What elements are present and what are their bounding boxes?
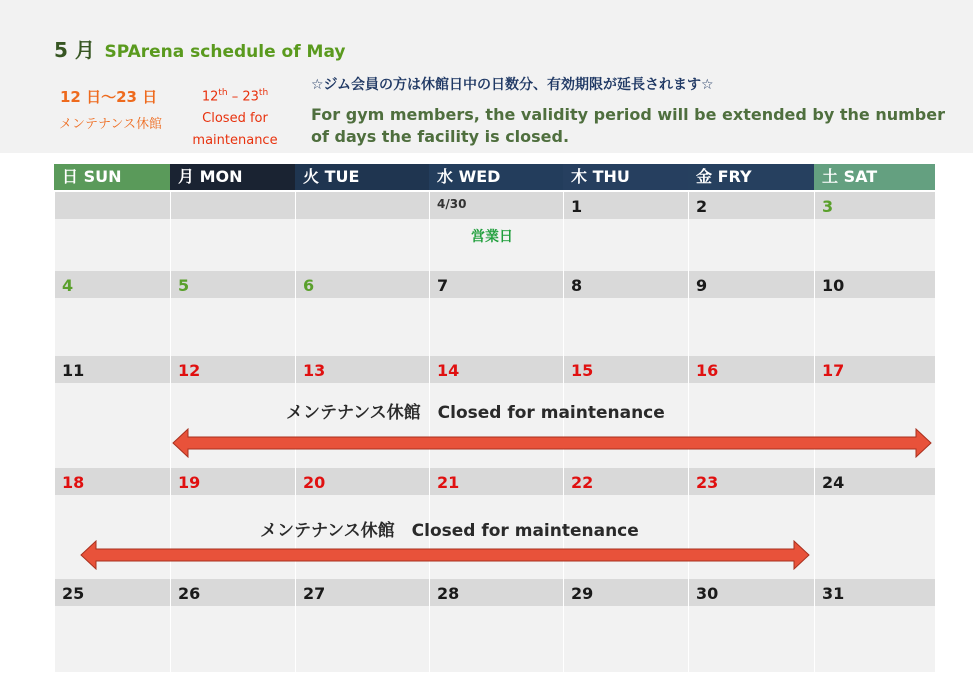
day-cell (814, 468, 935, 579)
day-number-bar (564, 579, 688, 606)
day-number-bar (430, 356, 563, 383)
day-number-bar (171, 468, 295, 495)
day-body (689, 606, 814, 672)
day-number-bar (689, 356, 814, 383)
weekday-header: 月 MON (170, 164, 295, 190)
closed-dates-en (185, 82, 285, 108)
day-number-bar (55, 192, 170, 219)
day-number-bar (564, 192, 688, 219)
day-number-bar (430, 468, 563, 495)
day-body (171, 219, 295, 271)
day-cell (814, 271, 935, 356)
day-number-bar (815, 271, 935, 298)
day-number-bar (815, 356, 935, 383)
day-body (55, 383, 170, 468)
day-cell (295, 192, 429, 271)
day-number: 18 (62, 473, 85, 492)
day-body (689, 298, 814, 356)
day-cell (170, 271, 295, 356)
day-cell (54, 579, 170, 672)
day-number: 4 (62, 276, 74, 295)
weekday-header: 日 SUN (54, 164, 170, 190)
day-number-bar (55, 579, 170, 606)
day-number: 23 (696, 473, 719, 492)
day-number: 27 (303, 584, 326, 603)
day-number: 26 (178, 584, 201, 603)
closed-label-jp: メンテナンス休館 (59, 117, 162, 132)
closed-start-suffix: th (218, 88, 228, 98)
day-body (430, 298, 563, 356)
day-number: 29 (571, 584, 594, 603)
day-body (296, 219, 429, 271)
double-arrow-icon (80, 540, 810, 570)
weekday-header: 土 SAT (814, 164, 935, 190)
page-title (54, 34, 346, 63)
day-number: 12 (178, 361, 201, 380)
day-body (171, 298, 295, 356)
day-number: 31 (822, 584, 845, 603)
day-number: 19 (178, 473, 201, 492)
day-number-bar (689, 271, 814, 298)
day-number-bar (564, 271, 688, 298)
day-cell (54, 192, 170, 271)
day-body (430, 606, 563, 672)
day-body (815, 606, 935, 672)
day-number-bar (430, 579, 563, 606)
maintenance-banner: メンテナンス休館 Closed for maintenance (260, 521, 639, 541)
day-body (689, 219, 814, 271)
day-number-bar (430, 271, 563, 298)
closed-label-en-1: Closed for (202, 111, 268, 127)
day-number: 5 (178, 276, 190, 295)
day-cell (563, 192, 688, 271)
day-number-bar (296, 271, 429, 298)
header-panel (0, 0, 973, 153)
day-number: 11 (62, 361, 85, 380)
day-number-bar (171, 192, 295, 219)
day-cell (295, 271, 429, 356)
day-body (55, 219, 170, 271)
day-number: 10 (822, 276, 845, 295)
day-number: 7 (437, 276, 449, 295)
day-cell (170, 192, 295, 271)
double-arrow-icon (172, 428, 932, 458)
day-cell (814, 192, 935, 271)
day-number-bar (296, 579, 429, 606)
day-number: 28 (437, 584, 460, 603)
day-number-bar (564, 468, 688, 495)
day-number-bar (815, 192, 935, 219)
day-number: 4/30 (437, 197, 467, 211)
day-body (296, 298, 429, 356)
day-cell (429, 579, 563, 672)
open-day-note: 営業日 (471, 229, 513, 245)
day-number: 16 (696, 361, 719, 380)
day-cell (170, 579, 295, 672)
day-cell (54, 271, 170, 356)
day-number: 9 (696, 276, 708, 295)
closed-range-jp: 12 日〜23 日 (60, 88, 158, 106)
day-body (564, 219, 688, 271)
maintenance-banner: メンテナンス休館 Closed for maintenance (286, 403, 665, 423)
day-number-bar (171, 356, 295, 383)
day-number-bar (55, 468, 170, 495)
day-number: 14 (437, 361, 460, 380)
day-cell (563, 271, 688, 356)
day-body (815, 495, 935, 579)
day-number-bar (815, 579, 935, 606)
day-body (564, 298, 688, 356)
day-body (815, 298, 935, 356)
month-label: 5 月 (54, 38, 95, 62)
day-cell (814, 579, 935, 672)
day-number: 2 (696, 197, 708, 216)
day-number-bar (815, 468, 935, 495)
day-cell (688, 579, 814, 672)
day-number-bar (296, 356, 429, 383)
closed-range-en (185, 82, 285, 152)
day-number-bar (296, 468, 429, 495)
notice-en: For gym members, the validity period will be extended by the number of days the facility is closed. (311, 105, 945, 146)
closed-end-suffix: th (258, 88, 269, 98)
schedule-title: SPArena schedule of May (104, 42, 346, 62)
weekday-header: 金 FRY (688, 164, 814, 190)
weekday-header: 水 WED (429, 164, 563, 190)
day-number-bar (689, 468, 814, 495)
day-cell (54, 356, 170, 468)
weekday-header: 火 TUE (295, 164, 429, 190)
day-body (296, 606, 429, 672)
day-cell (429, 271, 563, 356)
day-number: 13 (303, 361, 326, 380)
day-cell (688, 192, 814, 271)
day-cell (295, 579, 429, 672)
closed-label-en-2: maintenance (192, 133, 278, 149)
day-number-bar (564, 356, 688, 383)
day-body (171, 606, 295, 672)
day-number-bar (430, 192, 563, 219)
day-number: 21 (437, 473, 460, 492)
day-cell (688, 271, 814, 356)
day-number: 30 (696, 584, 719, 603)
day-number: 17 (822, 361, 845, 380)
day-number: 20 (303, 473, 326, 492)
day-number: 25 (62, 584, 85, 603)
day-body (815, 219, 935, 271)
day-number: 8 (571, 276, 583, 295)
day-number: 1 (571, 197, 583, 216)
closed-start-day: 12 (201, 89, 219, 105)
day-cell (563, 579, 688, 672)
day-number-bar (171, 271, 295, 298)
day-number-bar (689, 579, 814, 606)
weekday-header: 木 THU (563, 164, 688, 190)
day-number: 6 (303, 276, 315, 295)
closed-range-separator: – (227, 89, 243, 105)
day-number: 22 (571, 473, 594, 492)
day-number: 3 (822, 197, 834, 216)
closed-end-day: 23 (242, 89, 259, 105)
day-number: 15 (571, 361, 594, 380)
day-number: 24 (822, 473, 845, 492)
day-body (55, 606, 170, 672)
notice-jp: ☆ジム会員の方は休館日中の日数分、有効期限が延長されます☆ (311, 77, 714, 93)
day-body (55, 298, 170, 356)
day-number-bar (55, 271, 170, 298)
day-number-bar (296, 192, 429, 219)
day-number-bar (689, 192, 814, 219)
day-number-bar (55, 356, 170, 383)
day-number-bar (171, 579, 295, 606)
day-body (564, 606, 688, 672)
